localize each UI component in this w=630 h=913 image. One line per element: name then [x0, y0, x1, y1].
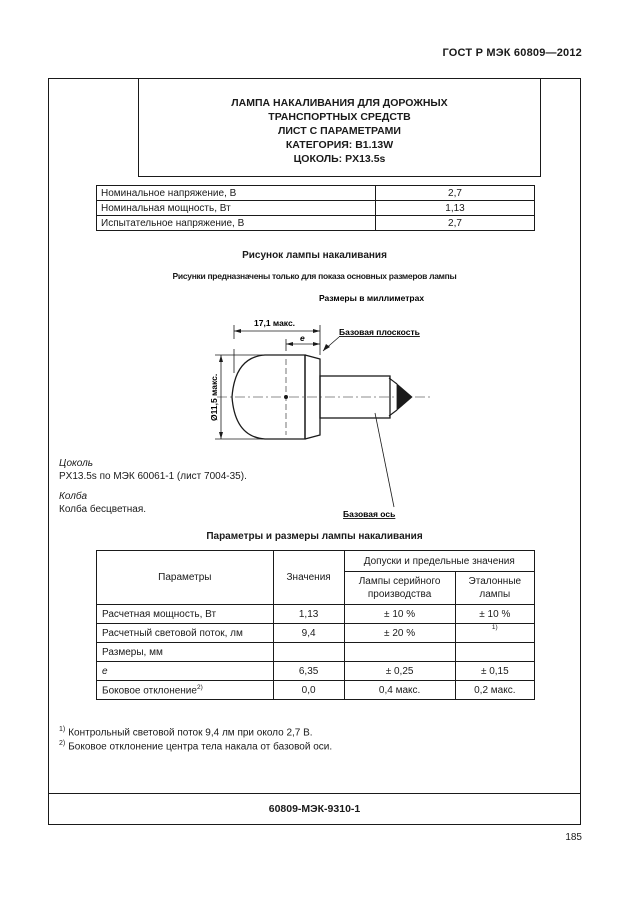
- header-line-2: ТРАНСПОРТНЫХ СРЕДСТВ: [268, 111, 411, 123]
- header-cap: ЦОКОЛЬ: PX13.5s: [293, 153, 386, 165]
- col-header-values: Значения: [273, 551, 344, 605]
- param-serial: ± 20 %: [344, 624, 455, 643]
- lamp-drawing: [199, 289, 489, 519]
- col-header-tolerances: Допуски и предельные значения: [344, 551, 534, 572]
- ratings-table: [96, 185, 535, 231]
- figure-note: Рисунки предназначены только для показа основных размеров лампы: [172, 271, 457, 281]
- table-header-row: [97, 551, 535, 572]
- arrow-head: [313, 342, 320, 346]
- table-row: [97, 216, 535, 231]
- table-row: [97, 662, 535, 681]
- table-row: [97, 624, 535, 643]
- param-name: Размеры, мм: [97, 643, 274, 662]
- col-header-serial: Лампы серийного производства: [344, 572, 455, 605]
- rating-label: Номинальное напряжение, В: [97, 186, 376, 201]
- params-table: [96, 550, 535, 700]
- dim-length-label: 17,1 макс.: [254, 318, 296, 328]
- footnote-2: [59, 740, 332, 752]
- param-name: Боковое отклонение: [102, 685, 197, 697]
- table-row: [97, 186, 535, 201]
- param-serial: [344, 643, 455, 662]
- rating-value: 2,7: [376, 216, 535, 231]
- footer-divider: [49, 793, 580, 794]
- param-value: 9,4: [273, 624, 344, 643]
- footnote-mark: 1): [59, 726, 66, 733]
- footnote-text: Боковое отклонение центра тела накала от базовой оси.: [68, 741, 333, 753]
- header-category: КАТЕГОРИЯ: B1.13W: [285, 139, 394, 151]
- param-value: 1,13: [273, 605, 344, 624]
- param-value: 0,0: [273, 681, 344, 700]
- arrow-head: [219, 355, 223, 362]
- units-note: Размеры в миллиметрах: [319, 293, 425, 303]
- footnote-1: [59, 726, 313, 738]
- rating-value: 1,13: [376, 201, 535, 216]
- rating-label: Номинальная мощность, Вт: [97, 201, 376, 216]
- cap-section-label: Цоколь: [59, 458, 94, 469]
- dim-diameter-label: Ø11,5 макс.: [209, 373, 219, 421]
- rating-label: Испытательное напряжение, В: [97, 216, 376, 231]
- footnote-text: Контрольный световой поток 9,4 лм при около 2,7 В.: [68, 727, 313, 739]
- table-row: [97, 643, 535, 662]
- arrow-head: [286, 342, 293, 346]
- cap-section-text: PX13.5s по МЭК 60061-1 (лист 7004-35).: [59, 471, 247, 482]
- param-standard: [455, 624, 534, 643]
- arrow-head: [234, 329, 241, 333]
- table-row: [97, 681, 535, 700]
- header-line-1: ЛАМПА НАКАЛИВАНИЯ ДЛЯ ДОРОЖНЫХ: [231, 97, 448, 109]
- table-row: [97, 201, 535, 216]
- param-value: [273, 643, 344, 662]
- param-standard: 0,2 макс.: [455, 681, 534, 700]
- rating-value: 2,7: [376, 186, 535, 201]
- arrow-head: [323, 344, 330, 351]
- arrow-head: [313, 329, 320, 333]
- param-name: Расчетный световой поток, лм: [97, 624, 274, 643]
- sheet-frame: [48, 78, 581, 825]
- params-title: Параметры и размеры лампы накаливания: [206, 531, 423, 542]
- param-value: 6,35: [273, 662, 344, 681]
- bulb-section-text: Колба бесцветная.: [59, 504, 147, 515]
- sheet-header: [138, 79, 541, 177]
- ref-plane-label: Базовая плоскость: [339, 327, 420, 337]
- table-row: [97, 605, 535, 624]
- param-name: Расчетная мощность, Вт: [97, 605, 274, 624]
- col-header-standard: Эталонные лампы: [455, 572, 534, 605]
- param-serial: 0,4 макс.: [344, 681, 455, 700]
- param-name-cell: [97, 681, 274, 700]
- param-serial: ± 0,25: [344, 662, 455, 681]
- sheet-code: 60809-МЭК-9310-1: [268, 803, 361, 815]
- leader-line: [375, 413, 394, 507]
- arrow-head: [219, 432, 223, 439]
- col-header-params: Параметры: [97, 551, 274, 605]
- dim-e-label: e: [300, 333, 305, 343]
- footnote-ref: 1): [491, 624, 498, 631]
- figure-title: Рисунок лампы накаливания: [242, 250, 387, 261]
- footnote-ref: 2): [196, 683, 203, 691]
- standard-code: ГОСТ Р МЭК 60809—2012: [442, 47, 582, 59]
- param-serial: ± 10 %: [344, 605, 455, 624]
- param-name: e: [97, 662, 274, 681]
- param-standard: [455, 643, 534, 662]
- ref-axis-label: Базовая ось: [343, 509, 396, 519]
- param-standard: ± 0,15: [455, 662, 534, 681]
- page-number: 185: [565, 832, 582, 843]
- bulb-section-label: Колба: [59, 491, 88, 502]
- param-standard: ± 10 %: [455, 605, 534, 624]
- header-line-3: ЛИСТ С ПАРАМЕТРАМИ: [278, 125, 401, 137]
- footnote-mark: 2): [59, 740, 66, 747]
